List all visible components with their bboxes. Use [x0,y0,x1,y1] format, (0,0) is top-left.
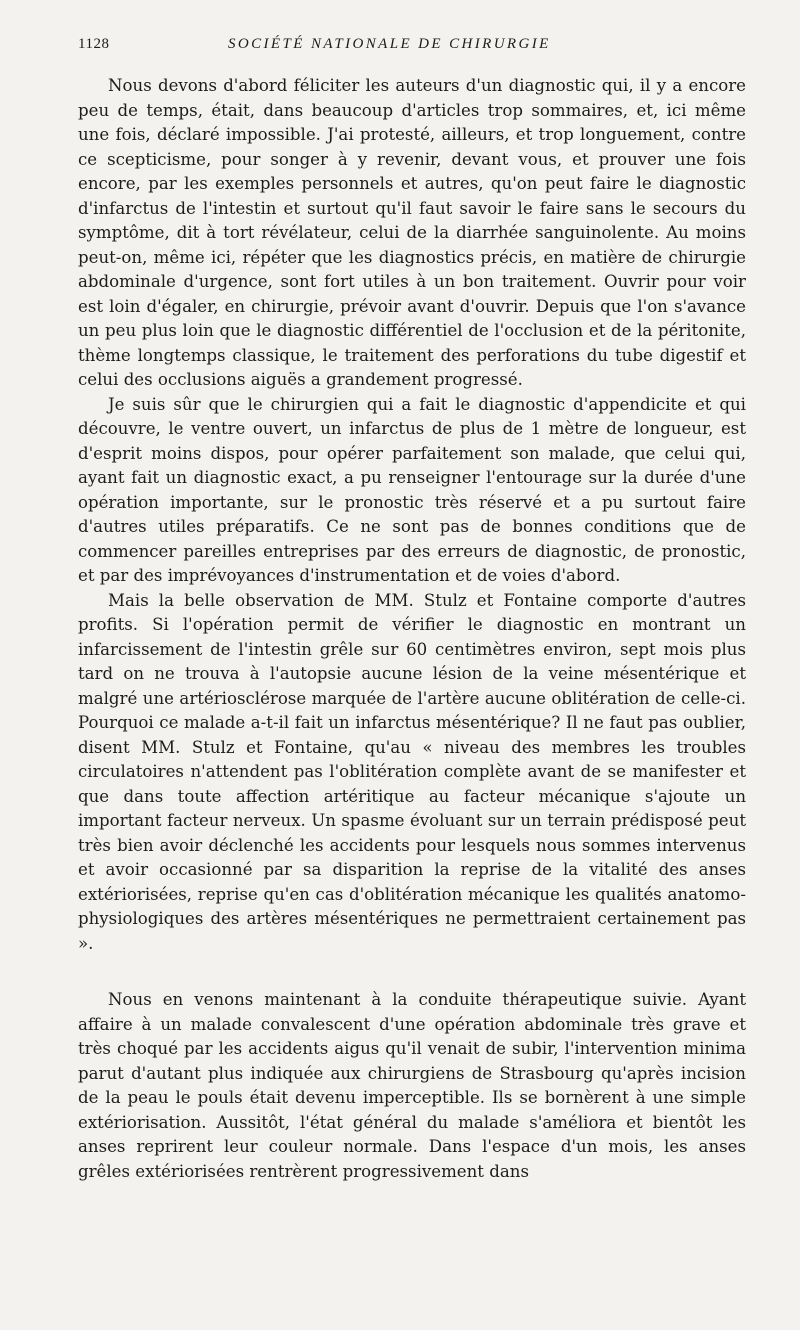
paragraph-diagnostic: Nous devons d'abord féliciter les auteurs d'un diagnostic qui, il y a encore peu de temps, était, dans beaucoup d'articles trop sommaires, et, ici même une fois, déclaré impossible. J'ai protesté, ailleurs, et trop longuement, contre ce scepticisme, pour songer à y revenir, devant vous, et prouver une fois encore, par les exemples personnels et autres, qu'on peut faire le diagnostic d'infarctus de l'intestin et surtout qu'il faut savoir le faire sans le secours du symptôme, dit à tort révélateur, celui de la diarrhée sanguinolente. Au moins peut-on, même ici, répéter que les diagnostics précis, en matière de chirurgie abdominale d'urgence, sont fort utiles à un bon traitement. Ouvrir pour voir est loin d'égaler, en chirurgie, prévoir avant d'ouvrir. Depuis que l'on s'avance un peu plus loin que le diagnostic différentiel de l'occlusion et de la péritonite, thème longtemps classique, le traitement des perforations du tube digestif et celui des occlusions aiguës a grandement progressé. [78,76,746,389]
body-text [78,74,746,1184]
running-head [78,36,746,58]
section-gap [78,956,746,988]
journal-title: SOCIÉTÉ NATIONALE DE CHIRURGIE [228,36,551,52]
page-number: 1128 [78,36,110,52]
paragraph-surgeon: Je suis sûr que le chirurgien qui a fait le diagnostic d'appendicite et qui découvre, le ventre ouvert, un infarctus de plus de 1 mètre de longueur, est d'esprit moins dispos, pour opérer parfaitement son malade, que celui qui, ayant fait un diagnostic exact, a pu renseigner l'entourage sur la durée d'une opération importante, sur le pronostic très réservé et a pu surtout faire d'autres utiles préparatifs. Ce ne sont pas de bonnes conditions que de commencer pareilles entreprises par des erreurs de diagnostic, de pronostic, et par des imprévoyances d'instrumentation et de voies d'abord. [78,394,746,585]
paragraph-observation: Mais la belle observation de MM. Stulz et Fontaine comporte d'autres profits. Si l'opération permit de vérifier le diagnostic en montrant un infarcissement de l'intestin grêle sur 60 centimètres environ, sept mois plus tard on ne trouva à l'autopsie aucune lésion de la veine mésentérique et malgré une artériosclérose marquée de l'artère aucune oblitération de celle-ci. Pourquoi ce malade a-t-il fait un infarctus mésentérique? Il ne faut pas oublier, disent MM. Stulz et Fontaine, qu'au « niveau des membres les troubles circulatoires n'attendent pas l'oblitération complète avant de se manifester et que dans toute affection artéritique au facteur mécanique s'ajoute un important facteur nerveux. Un spasme évoluant sur un terrain prédisposé peut très bien avoir déclenché les accidents pour lesquels nous sommes intervenus et avoir occasionné par sa disparition la reprise de la vitalité des anses extériorisées, reprise qu'en cas d'oblitération mécanique les qualités anatomo-physiologiques des artères mésentériques ne permettraient certainement pas ». [78,590,746,953]
paragraph-therapy: Nous en venons maintenant à la conduite thérapeutique suivie. Ayant affaire à un malade convalescent d'une opération abdominale très grave et très choqué par les accidents aigus qu'il venait de subir, l'intervention minima parut d'autant plus indiquée aux chirurgiens de Strasbourg qu'après incision de la peau le pouls était devenu imperceptible. Ils se bornèrent à une simple extériorisation. Aussitôt, l'état général du malade s'améliora et bientôt les anses reprirent leur couleur normale. Dans l'espace d'un mois, les anses grêles extériorisées rentrèrent progressivement dans [78,990,746,1181]
